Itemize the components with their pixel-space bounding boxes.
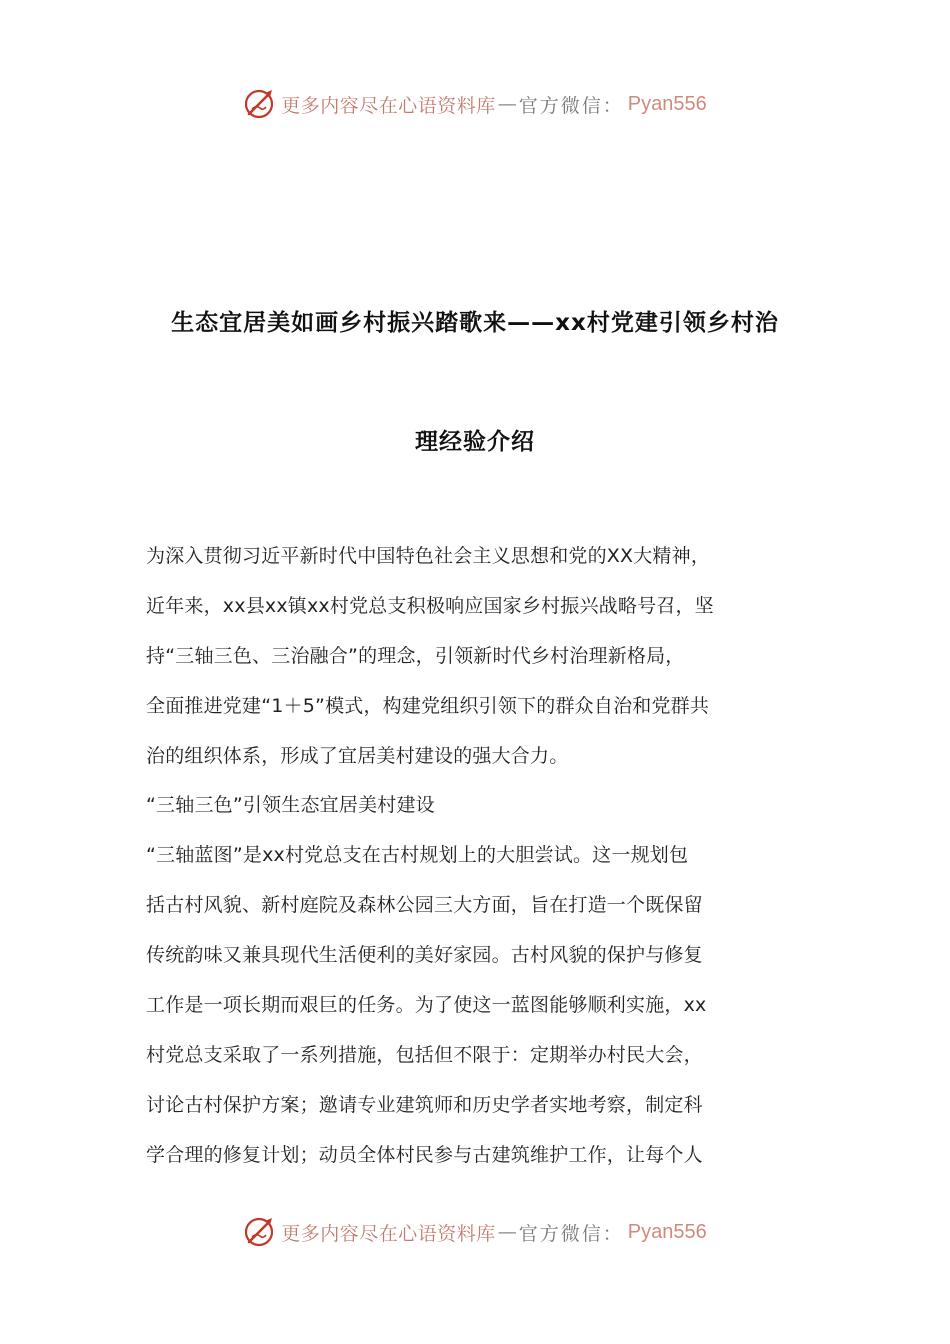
- watermark-label: 官方微信：: [518, 1222, 624, 1245]
- watermark-id: Pyan556: [627, 92, 707, 115]
- body-line: 持“三轴三色、三治融合”的理念，引领新时代乡村治理新格局，: [146, 645, 685, 667]
- body-line: “三轴蓝图”是xx村党总支在古村规划上的大胆尝试。这一规划包: [146, 844, 689, 866]
- body-line: 工作是一项长期而艰巨的任务。为了使这一蓝图能够顺利实施，xx: [146, 994, 707, 1016]
- watermark-id: Pyan556: [627, 1220, 707, 1243]
- pen-logo-icon: [243, 1215, 277, 1249]
- footer-watermark: [0, 1212, 950, 1252]
- body-line: 传统韵味又兼具现代生活便利的美好家园。古村风貌的保护与修复: [146, 944, 703, 966]
- body-line: 学合理的修复计划；动员全体村民参与古建筑维护工作，让每个人: [146, 1144, 703, 1166]
- watermark-label: 官方微信：: [518, 94, 624, 117]
- watermark-text: 更多内容尽在心语资料库: [281, 1222, 496, 1245]
- document-title-line-1: 生态宜居美如画乡村振兴踏歌来——xx村党建引领乡村治: [171, 310, 779, 336]
- body-line: 讨论古村保护方案；邀请专业建筑师和历史学者实地考察，制定科: [146, 1094, 703, 1116]
- document-title-line-2: 理经验介绍: [415, 429, 535, 455]
- body-line: 近年来，xx县xx镇xx村党总支积极响应国家乡村振兴战略号召，坚: [146, 595, 714, 617]
- body-line: 治的组织体系，形成了宜居美村建设的强大合力。: [146, 745, 569, 767]
- body-line: 村党总支采取了一系列措施，包括但不限于：定期举办村民大会，: [146, 1044, 703, 1066]
- body-line: 括古村风貌、新村庭院及森林公园三大方面，旨在打造一个既保留: [146, 894, 703, 916]
- section-heading: “三轴三色”引领生态宜居美村建设: [146, 794, 435, 816]
- watermark-separator: —: [497, 93, 517, 115]
- watermark-text: 更多内容尽在心语资料库: [281, 94, 496, 117]
- watermark-separator: —: [497, 1221, 517, 1243]
- header-watermark: [0, 84, 950, 124]
- body-line: 全面推进党建“1＋5”模式，构建党组织引领下的群众自治和党群共: [146, 695, 710, 717]
- pen-logo-icon: [243, 87, 277, 121]
- body-line: 为深入贯彻习近平新时代中国特色社会主义思想和党的XX大精神，: [146, 545, 711, 567]
